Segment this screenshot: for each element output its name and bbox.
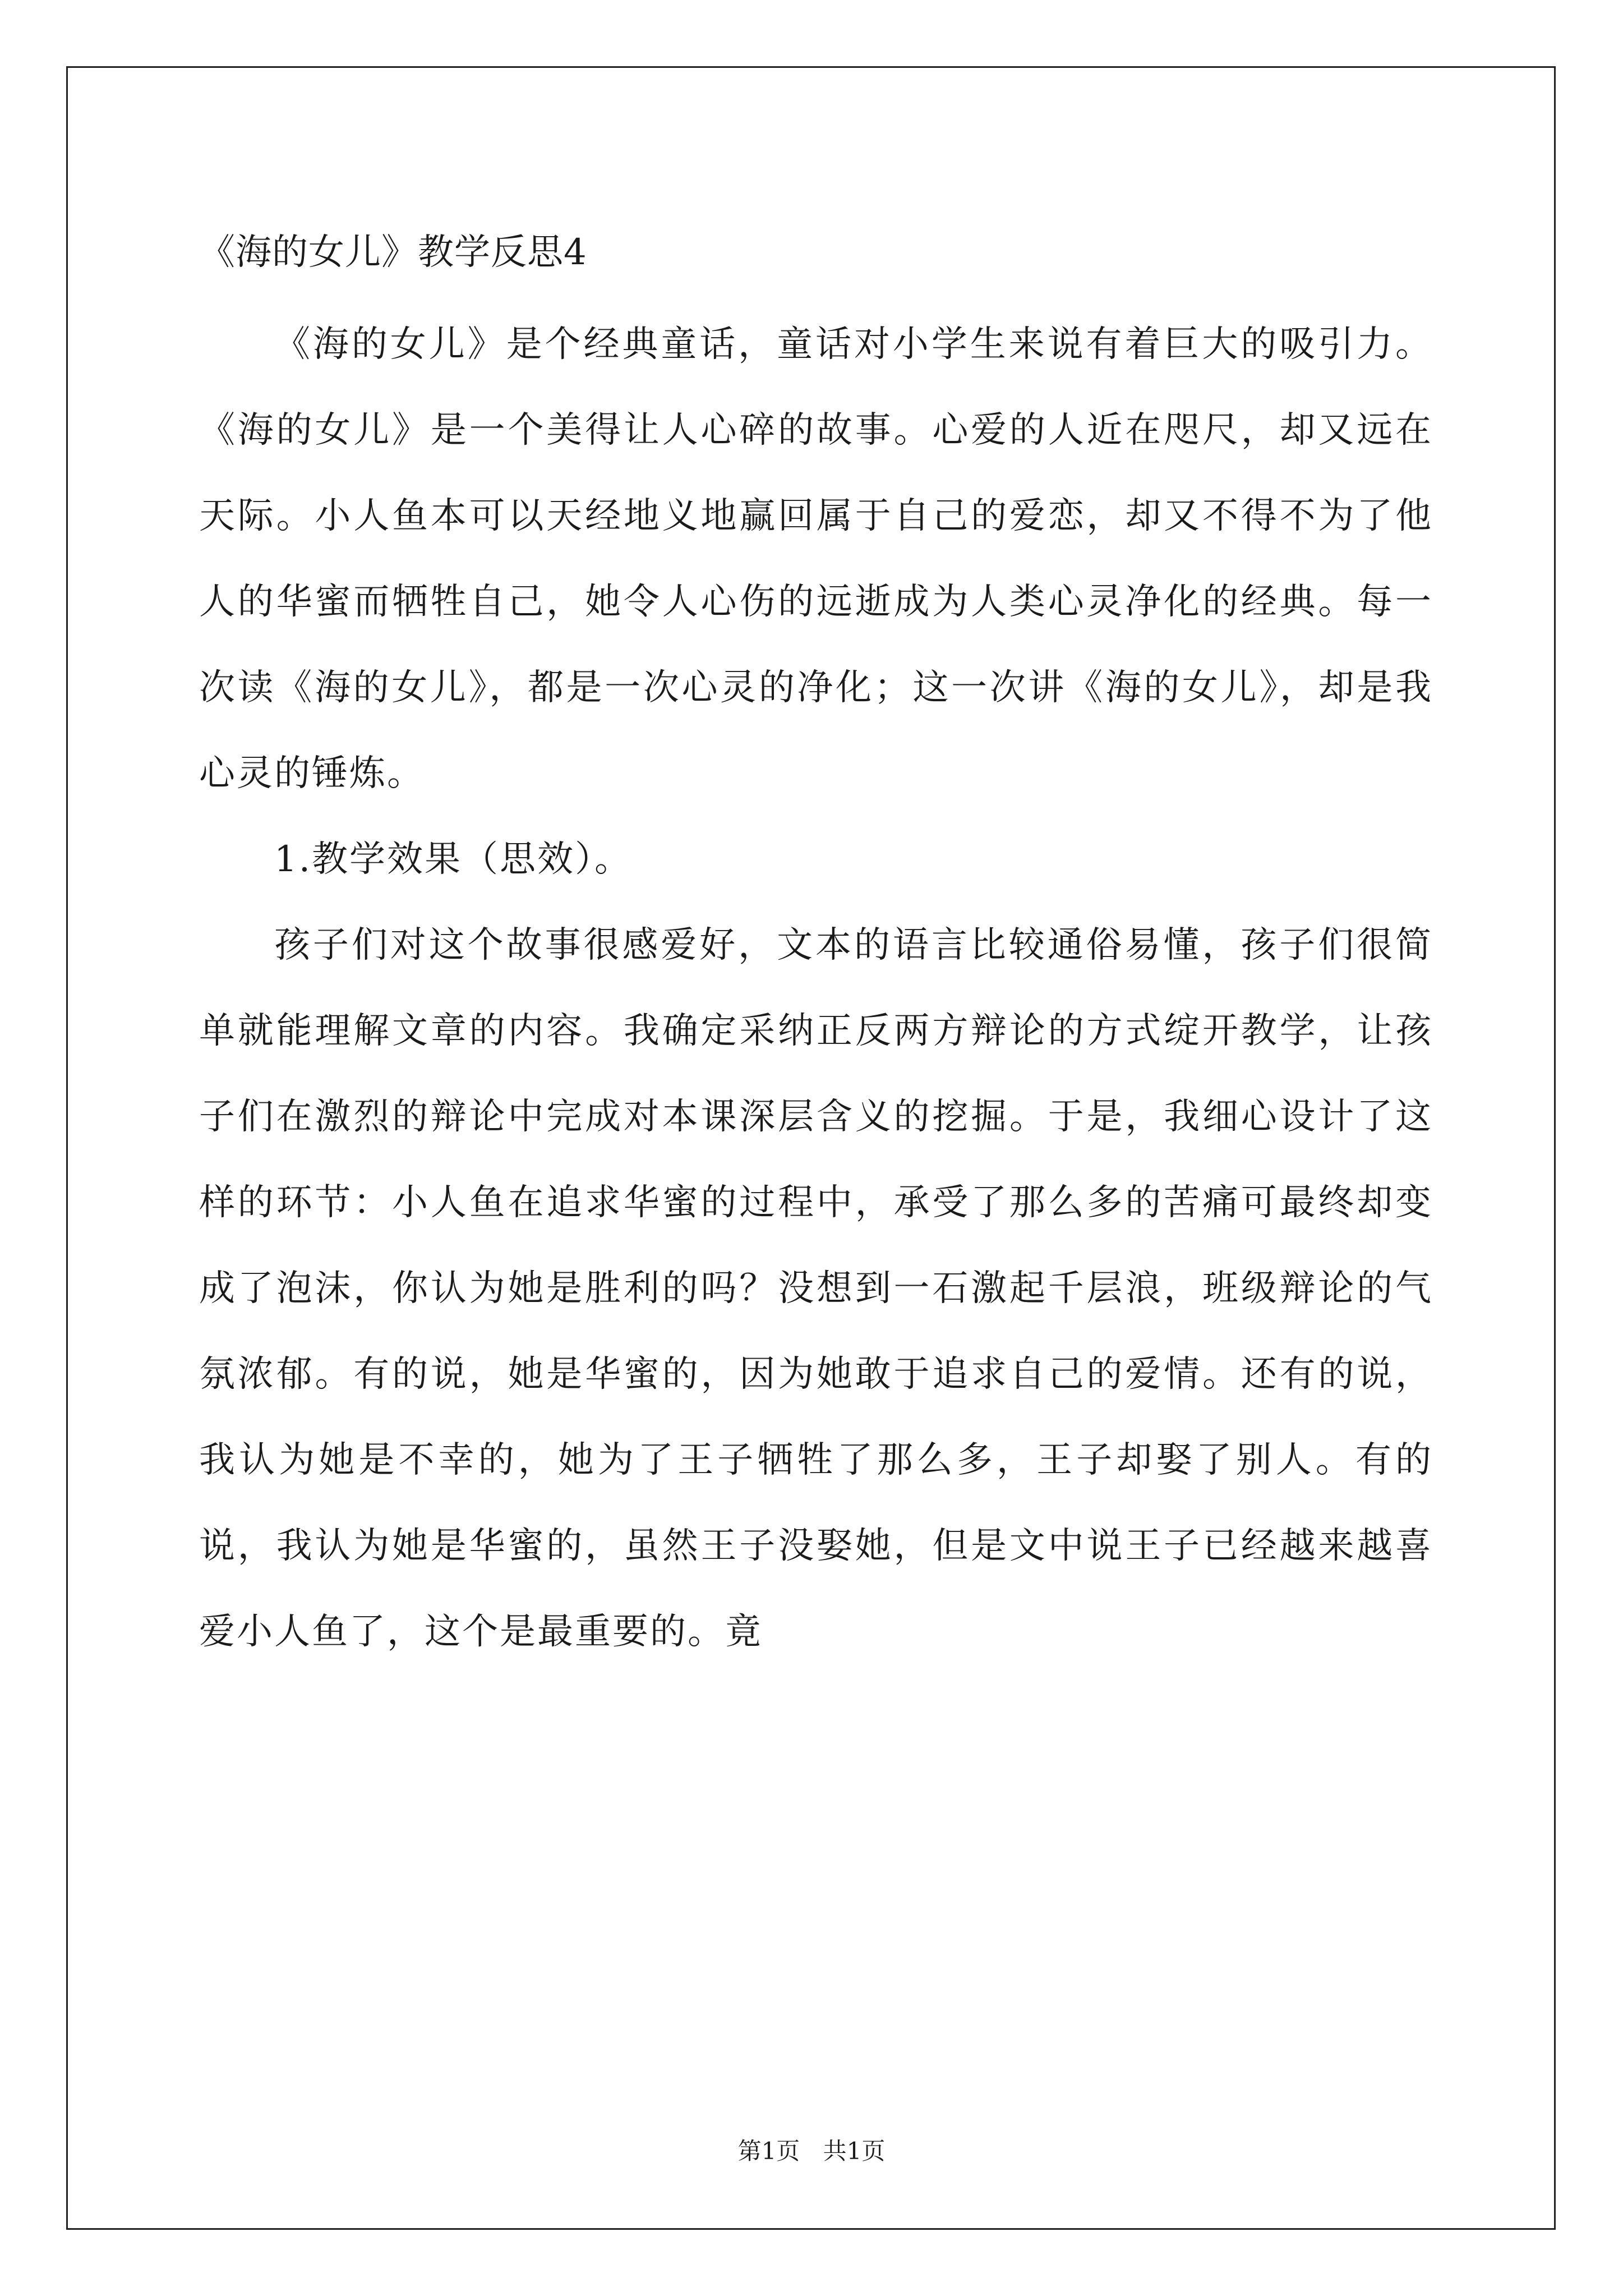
- page-number: 第1页: [737, 2137, 800, 2165]
- document-title: 《海的女儿》教学反思4: [199, 232, 587, 273]
- paragraph-intro: 《海的女儿》是个经典童话，童话对小学生来说有着巨大的吸引力。《海的女儿》是一个美得让人心碎的故事。心爱的人近在咫尺，却又远在天际。小人鱼本可以天经地义地赢回属于自己的爱恋，却又不得不为了他人的华蜜而牺牲自己，她令人心伤的远逝成为人类心灵净化的经典。每一次读《海的女儿》，都是一次心灵的净化；这一次讲《海的女儿》，却是我心灵的锤炼。: [199, 324, 1433, 794]
- page-footer: [0, 2134, 1623, 2168]
- paragraph-teaching-effect: 孩子们对这个故事很感爱好，文本的语言比较通俗易懂，孩子们很简单就能理解文章的内容。我确定采纳正反两方辩论的方式绽开教学，让孩子们在激烈的辩论中完成对本课深层含义的挖掘。于是，我细心设计了这样的环节：小人鱼在追求华蜜的过程中，承受了那么多的苦痛可最终却变成了泡沫，你认为她是胜利的吗？没想到一石激起千层浪，班级辩论的气氛浓郁。有的说，她是华蜜的，因为她敢于追求自己的爱情。还有的说，我认为她是不幸的，她为了王子牺牲了那么多，王子却娶了别人。有的说，我认为她是华蜜的，虽然王子没娶她，但是文中说王子已经越来越喜爱小人鱼了，这个是最重要的。竟: [199, 924, 1433, 1653]
- paragraph-section-heading: 1.教学效果（思效）。: [274, 839, 633, 880]
- document-body: [199, 222, 1433, 1675]
- page-total: 共1页: [823, 2137, 886, 2165]
